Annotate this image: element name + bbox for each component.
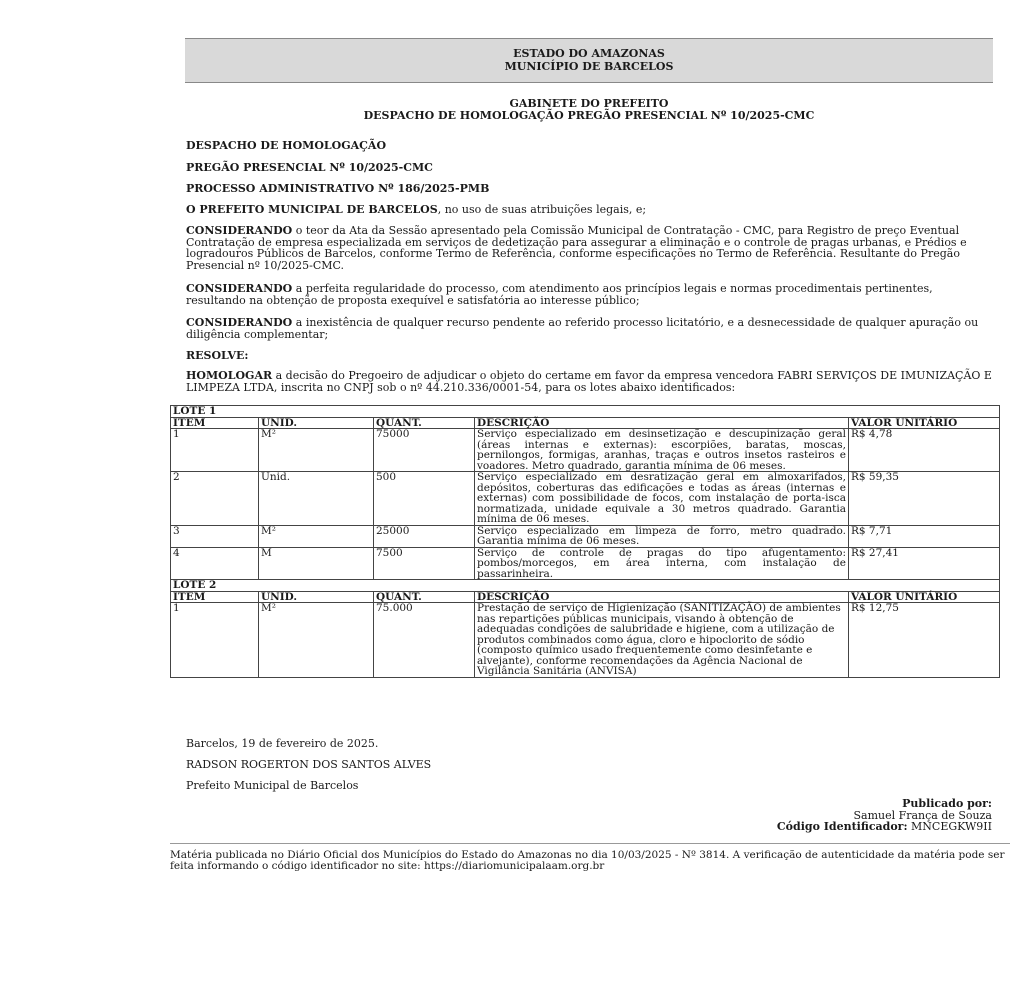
- lote2-column-headers: [171, 591, 1000, 603]
- cell-valor: R$ 12,75: [849, 603, 1000, 678]
- cell-quant: 500: [374, 472, 475, 526]
- cell-valor: R$ 4,78: [849, 429, 1000, 472]
- identifier-code: MNCEGKW9II: [911, 820, 992, 833]
- cell-item: 1: [171, 603, 259, 678]
- cell-desc: Serviço de controle de pragas do tipo afugentamento: pombos/morcegos, em área interna, com instalação de passarinheira.: [475, 547, 849, 580]
- table-row: [171, 603, 1000, 678]
- col-valor: VALOR UNITÁRIO: [849, 591, 1000, 603]
- cell-desc: Prestação de serviço de Higienização (SANITIZAÇÃO) de ambientes nas repartições públicas municipais, visando à obtenção de adequadas condições de salubridade e higiene, com a utilização de produtos combinados como água, cloro e hipoclorito de sódio (composto químico usado frequentemente como desinfetante e alvejante), conforme recomendações da Agência Nacional de Vigilância Sanitária (ANVISA): [475, 603, 849, 678]
- footer-note: Matéria publicada no Diário Oficial dos Municípios do Estado do Amazonas no dia 10/03/2025 - Nº 3814. A verificação de autenticidade da matéria pode ser feita informando o código identificador no site: https://diariomunicipalaam.org.br: [170, 849, 1005, 872]
- lote1-column-headers: [171, 417, 1000, 429]
- title-despacho: DESPACHO DE HOMOLOGAÇÃO: [186, 139, 387, 152]
- signature-place-date: Barcelos, 19 de fevereiro de 2025.: [186, 737, 379, 750]
- col-item: ITEM: [171, 417, 259, 429]
- considerando-2: CONSIDERANDO a perfeita regularidade do processo, com atendimento aos princípios legais e normas procedimentais pertinentes, resultando na obtenção de proposta exequível e satisfatória ao interesse público;: [186, 282, 933, 307]
- signature-name: RADSON ROGERTON DOS SANTOS ALVES: [186, 758, 432, 771]
- footer-divider: [170, 843, 1010, 844]
- state-name: ESTADO DO AMAZONAS: [513, 47, 665, 60]
- publication-block: [777, 798, 992, 833]
- considerando-3: CONSIDERANDO a inexistência de qualquer recurso pendente ao referido processo licitatório, e a desnecessidade de qualquer apuração ou diligência complementar;: [186, 316, 979, 341]
- lote1-header-row: [171, 406, 1000, 418]
- title-pregao: PREGÃO PRESENCIAL Nº 10/2025-CMC: [186, 161, 433, 174]
- table-row: [171, 472, 1000, 526]
- cell-item: 1: [171, 429, 259, 472]
- cell-unid: M²: [259, 429, 374, 472]
- publisher-name: Samuel França de Souza: [853, 808, 992, 822]
- col-valor: VALOR UNITÁRIO: [849, 417, 1000, 429]
- cell-quant: 75.000: [374, 603, 475, 678]
- col-unid: UNID.: [259, 591, 374, 603]
- col-quant: QUANT.: [374, 591, 475, 603]
- document-subheading: [185, 98, 993, 122]
- col-quant: QUANT.: [374, 417, 475, 429]
- col-descricao: DESCRIÇÃO: [475, 417, 849, 429]
- municipality-name: MUNICÍPIO DE BARCELOS: [504, 60, 674, 73]
- cell-quant: 25000: [374, 525, 475, 547]
- cell-desc: Serviço especializado em limpeza de forro, metro quadrado. Garantia mínima de 06 meses.: [475, 525, 849, 547]
- considerando-1: CONSIDERANDO o teor da Ata da Sessão apresentado pela Comissão Municipal de Contratação - CMC, para Registro de preço Eventual Contratação de empresa especializada em serviços de dedetização para assegurar a eliminação e o controle de pragas urbanas, e Prédios e logradouros Públicos de Barcelos, conforme Termo de Referência, conforme especificações no Termo de Referência. Resultante do Pregão Presencial nº 10/2025-CMC.: [186, 224, 967, 272]
- col-descricao: DESCRIÇÃO: [475, 591, 849, 603]
- lots-table: [170, 405, 1000, 678]
- table-row: [171, 525, 1000, 547]
- col-unid: UNID.: [259, 417, 374, 429]
- lote1-label: LOTE 1: [171, 406, 1000, 418]
- cell-item: 2: [171, 472, 259, 526]
- cell-desc: Serviço especializado em desinsetização e descupinização geral (áreas internas e externas): escorpiões, baratas, moscas, pernilongos, formigas, aranhas, traças e outros insetos rasteiros e voadores. Metro quadrado, garantia mínima de 06 meses.: [475, 429, 849, 472]
- cell-quant: 7500: [374, 547, 475, 580]
- table-row: [171, 547, 1000, 580]
- code-label: Código Identificador:: [776, 820, 908, 833]
- cell-valor: R$ 7,71: [849, 525, 1000, 547]
- cell-unid: M: [259, 547, 374, 580]
- office-name: GABINETE DO PREFEITO: [509, 97, 669, 110]
- lote2-label: LOTE 2: [171, 580, 1000, 592]
- published-by-label: Publicado por:: [902, 797, 992, 810]
- resolve-label: RESOLVE:: [186, 349, 249, 362]
- cell-valor: R$ 27,41: [849, 547, 1000, 580]
- lote2-header-row: [171, 580, 1000, 592]
- cell-unid: Unid.: [259, 472, 374, 526]
- document-title: DESPACHO DE HOMOLOGAÇÃO PREGÃO PRESENCIAL Nº 10/2025-CMC: [363, 109, 815, 122]
- cell-item: 3: [171, 525, 259, 547]
- cell-desc: Serviço especializado em desratização geral em almoxarifados, depósitos, coberturas das edificações e todas as áreas (internas e externas) com possibilidade de focos, com instalação de porta-isca normatizada, unidade equivale a 30 metros quadrado. Garantia mínima de 06 meses.: [475, 472, 849, 526]
- homologar-paragraph: HOMOLOGAR a decisão do Pregoeiro de adjudicar o objeto do certame em favor da empresa vencedora FABRI SERVIÇOS DE IMUNIZAÇÃO E LIMPEZA LTDA, inscrita no CNPJ sob o nº 44.210.336/0001-54, para os lotes abaixo identificados:: [186, 369, 992, 394]
- header-band: [185, 38, 993, 83]
- cell-unid: M²: [259, 603, 374, 678]
- col-item: ITEM: [171, 591, 259, 603]
- signature-role: Prefeito Municipal de Barcelos: [186, 779, 359, 792]
- table-row: [171, 429, 1000, 472]
- cell-item: 4: [171, 547, 259, 580]
- cell-unid: M²: [259, 525, 374, 547]
- title-processo: PROCESSO ADMINISTRATIVO Nº 186/2025-PMB: [186, 182, 490, 195]
- cell-quant: 75000: [374, 429, 475, 472]
- cell-valor: R$ 59,35: [849, 472, 1000, 526]
- prefeito-paragraph: O PREFEITO MUNICIPAL DE BARCELOS, no uso de suas atribuições legais, e;: [186, 203, 647, 216]
